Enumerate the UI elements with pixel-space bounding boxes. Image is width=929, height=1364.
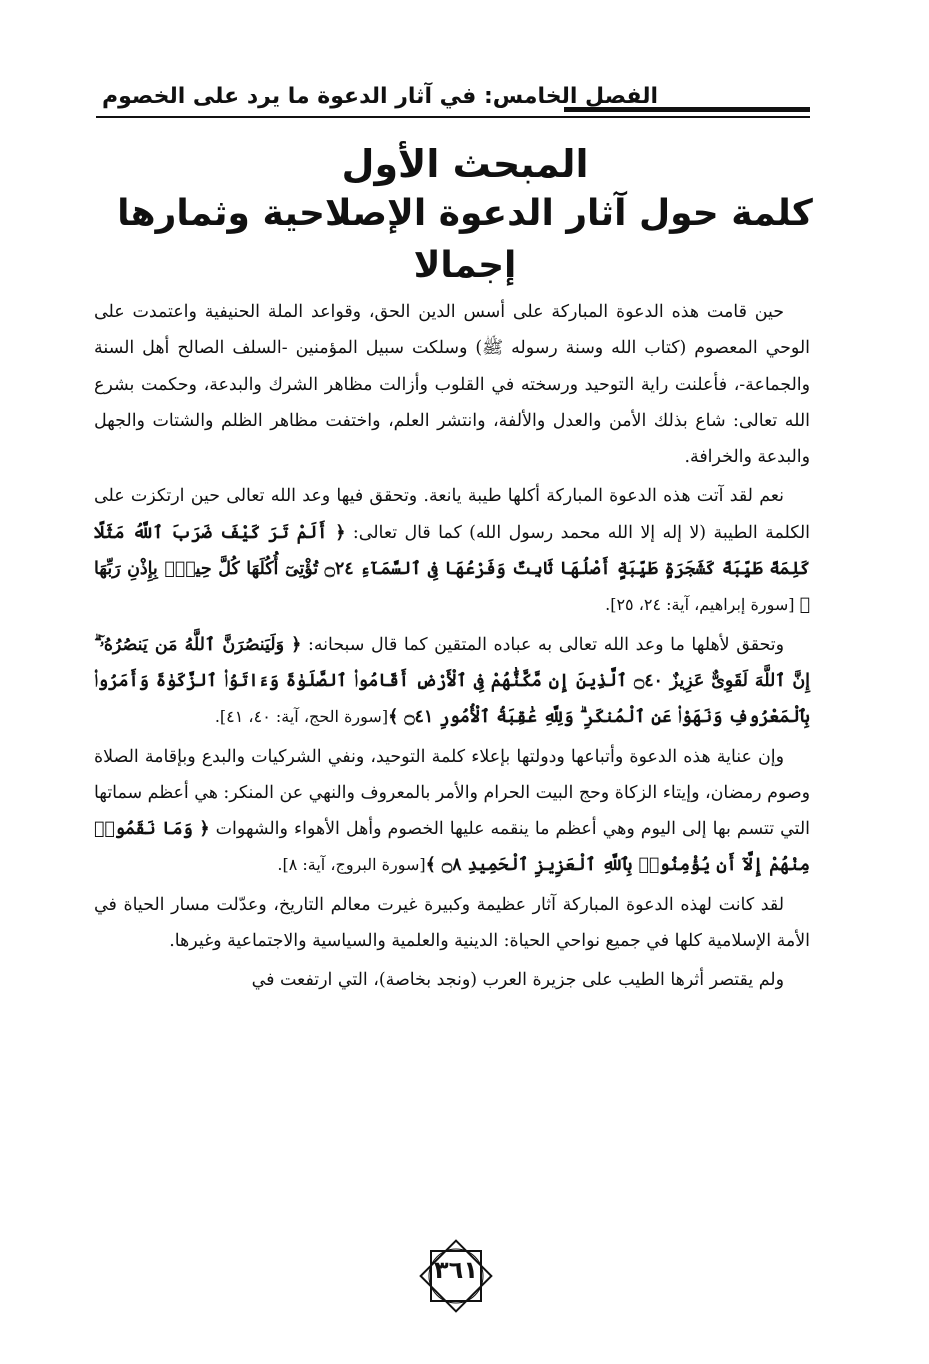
title-line-1: المبحث الأول bbox=[341, 142, 589, 186]
paragraph-text: حين قامت هذه الدعوة المباركة على أسس الدين الحق، وقواعد الملة الحنيفية واعتمدت على الوحي المعصوم (كتاب الله وسنة رسوله ﷺ) وسلكت سبيل المؤمنين -السلف الصالح أهل السنة والجماعة-، فأعلنت راية التوحيد ورسخته في القلوب وأزالت مظاهر الشرك والبدعة، وحكمت بشرع الله تعالى: شاع بذلك الأمن والعدل والألفة، وانتشر العلم، واختفت مظاهر الظلم والشتات والجهل والبدعة والخرافة. bbox=[94, 302, 810, 468]
paragraph-6 bbox=[94, 962, 810, 998]
paragraph-3 bbox=[94, 627, 810, 736]
verse-reference: [سورة البروج، آية: ٨]. bbox=[277, 855, 426, 875]
quran-verse: ﴿ وَلَيَنصُرَنَّ ٱللَّهُ مَن يَنصُرُهُۥٓ ۗ إِنَّ ٱللَّهَ لَقَوِىٌّ عَزِيزٌ ۝٤٠ ٱلَّذِينَ إِن مَّكَّنَّٰهُمْ فِى ٱلْأَرْضِ أَقَامُوا۟ ٱلصَّلَوٰةَ وَءَاتَوُا۟ ٱلزَّكَوٰةَ وَأَمَرُوا۟ بِٱلْمَعْرُوفِ وَنَهَوْا۟ عَنِ ٱلْمُنكَرِ ۗ وَلِلَّهِ عَٰقِبَةُ ٱلْأُمُورِ ۝٤١ ﴾ bbox=[94, 634, 810, 728]
section-title bbox=[90, 140, 840, 292]
paragraph-text: وإن عناية هذه الدعوة وأتباعها ودولتها بإعلاء كلمة التوحيد، ونفي الشركيات والبدع وبإقامة الصلاة وصوم رمضان، وإيتاء الزكاة وحج البيت الحرام والأمر بالمعروف والنهي عن المنكر: هي أعظم سماتها التي تتسم بها إلى اليوم وهي أعظم ما ينقمه عليها الخصوم وأهل الأهواء والشهوات bbox=[94, 746, 810, 840]
paragraph-4 bbox=[94, 739, 810, 884]
page-number: ٣٦١ bbox=[434, 1256, 478, 1284]
quran-verse: ﴿ أَلَمْ تَرَ كَيْفَ ضَرَبَ ٱللَّهُ مَثَلًا كَلِمَةً طَيِّبَةً كَشَجَرَةٍ طَيِّبَةٍ أَصْلُهَا ثَابِتٌ وَفَرْعُهَا فِى ٱلسَّمَآءِ ۝٢٤ تُؤْتِىٓ أُكُلَهَا كُلَّ حِينٍۭ بِإِذْنِ رَبِّهَا ﴾ bbox=[94, 522, 810, 616]
paragraph-text: نعم لقد آتت هذه الدعوة المباركة أكلها طيبة يانعة. وتحقق فيها وعد الله تعالى حين ارتكزت على الكلمة الطيبة (لا إله إلا الله محمد رسول الله) كما قال تعالى: bbox=[94, 486, 810, 543]
paragraph-text: وتحقق لأهلها ما وعد الله تعالى به عباده المتقين كما قال سبحانه: bbox=[301, 634, 784, 655]
page-number-ornament bbox=[414, 1234, 498, 1318]
paragraph-1 bbox=[94, 294, 810, 475]
paragraph-text: ولم يقتصر أثرها الطيب على جزيرة العرب (ونجد بخاصة)، التي ارتفعت في bbox=[251, 970, 784, 991]
verse-reference: [سورة الحج، آية: ٤٠، ٤١]. bbox=[214, 707, 389, 727]
paragraph-2 bbox=[94, 478, 810, 623]
header-text: الفصل الخامس: في آثار الدعوة ما يرد على الخصوم bbox=[102, 84, 659, 109]
verse-reference: [سورة إبراهيم، آية: ٢٤، ٢٥]. bbox=[605, 595, 800, 615]
paragraph-5 bbox=[94, 887, 810, 960]
quran-verse: ﴿ وَمَا نَقَمُوا۟ مِنْهُمْ إِلَّآ أَن يُؤْمِنُوا۟ بِٱللَّهِ ٱلْعَزِيزِ ٱلْحَمِيدِ ۝٨ ﴾ bbox=[94, 819, 810, 876]
title-line-2: كلمة حول آثار الدعوة الإصلاحية وثمارها إجمالا bbox=[117, 193, 813, 286]
paragraph-text: لقد كانت لهذه الدعوة المباركة آثار عظيمة وكبيرة غيرت معالم التاريخ، وعدّلت مسار الحياة في الأمة الإسلامية كلها في جميع نواحي الحياة: الدينية والعلمية والسياسية والاجتماعية وغيرها. bbox=[94, 894, 810, 952]
running-header bbox=[96, 84, 810, 118]
body-text bbox=[94, 294, 810, 1194]
header-thin-rule bbox=[96, 116, 810, 118]
